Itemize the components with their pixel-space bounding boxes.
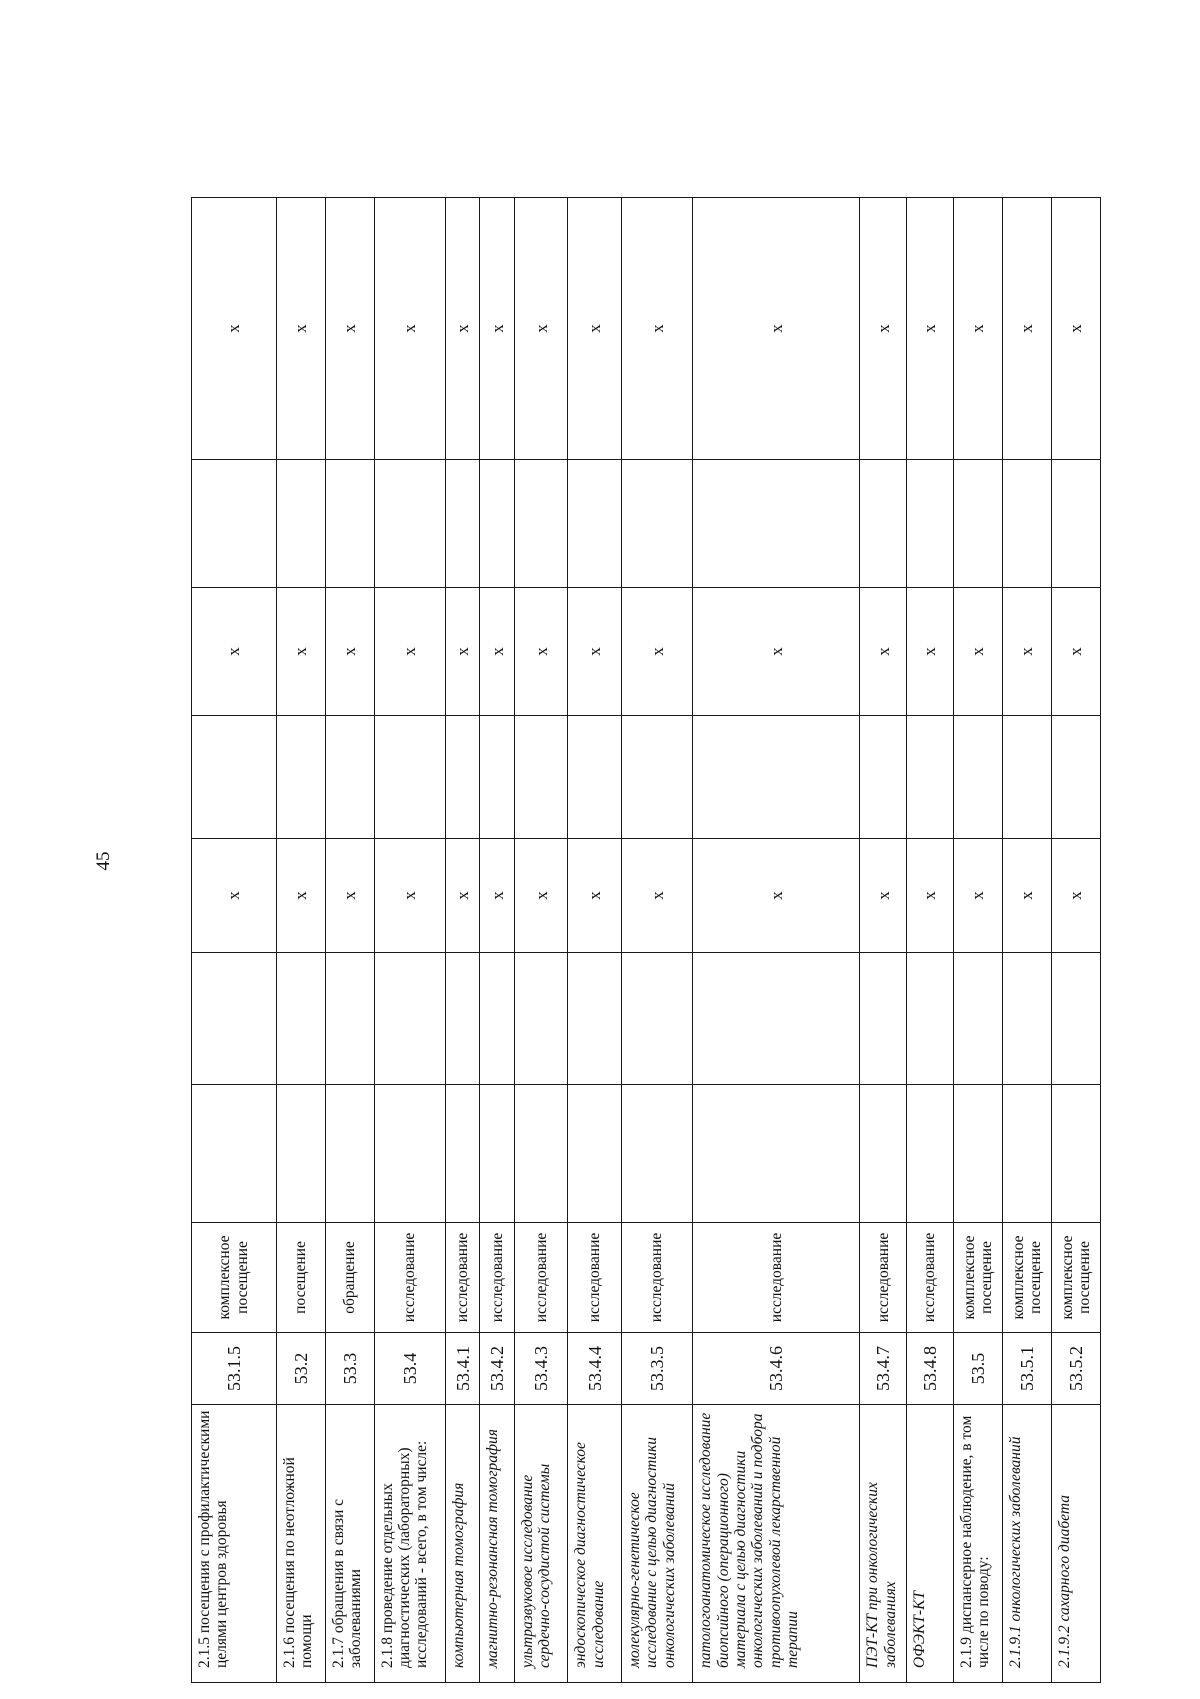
value-cell: х [515, 198, 568, 460]
value-cell [621, 716, 692, 839]
value-cell: х [1002, 198, 1051, 460]
value-cell: х [860, 588, 907, 716]
value-cell: х [276, 839, 325, 953]
value-cell [621, 953, 692, 1085]
row-code-cell: 53.5.2 [1051, 1333, 1100, 1405]
unit-cell: обращение [325, 1223, 374, 1333]
value-cell: х [445, 839, 480, 953]
value-cell [568, 460, 621, 588]
value-cell [693, 953, 860, 1085]
value-cell [325, 953, 374, 1085]
value-cell [860, 953, 907, 1085]
row-code-cell: 53.1.5 [192, 1333, 277, 1405]
value-cell [515, 716, 568, 839]
value-cell [480, 716, 515, 839]
value-cell: х [515, 839, 568, 953]
value-cell [621, 1085, 692, 1223]
unit-cell: исследование [445, 1223, 480, 1333]
value-cell: х [953, 198, 1002, 460]
table-row [1002, 198, 1051, 1683]
indicator-name-cell: 2.1.8 проведение отдельных диагностических (лабораторных) исследований - всего, в том числе: [374, 1405, 445, 1683]
value-cell [860, 716, 907, 839]
row-code-cell: 53.4.7 [860, 1333, 907, 1405]
value-cell: х [568, 839, 621, 953]
value-cell [325, 460, 374, 588]
value-cell [515, 1085, 568, 1223]
table-row [515, 198, 568, 1683]
indicator-name-cell: патологоанатомическое исследование биопсийного (операционного) материала с целью диагностики онкологических заболеваний и подбора противоопухолевой лекарственной терапии [693, 1405, 860, 1683]
indicator-name-cell: ОФЭКТ-КТ [907, 1405, 954, 1683]
unit-cell: исследование [374, 1223, 445, 1333]
value-cell: х [693, 839, 860, 953]
value-cell: х [907, 839, 954, 953]
value-cell: х [568, 588, 621, 716]
value-cell [276, 716, 325, 839]
indicator-name-cell: 2.1.9.1 онкологических заболеваний [1002, 1405, 1051, 1683]
value-cell [445, 716, 480, 839]
value-cell [568, 953, 621, 1085]
value-cell: х [480, 839, 515, 953]
unit-cell: комплексное посещение [192, 1223, 277, 1333]
table-row [953, 198, 1002, 1683]
indicator-name-cell: ПЭТ-КТ при онкологических заболеваниях [860, 1405, 907, 1683]
value-cell [445, 1085, 480, 1223]
table-row [568, 198, 621, 1683]
table-row [860, 198, 907, 1683]
value-cell [480, 460, 515, 588]
indicator-name-cell: 2.1.6 посещения по неотложной помощи [276, 1405, 325, 1683]
value-cell: х [374, 588, 445, 716]
value-cell: х [860, 839, 907, 953]
row-code-cell: 53.4.8 [907, 1333, 954, 1405]
value-cell [693, 716, 860, 839]
value-cell [276, 953, 325, 1085]
value-cell [192, 953, 277, 1085]
value-cell [445, 460, 480, 588]
value-cell [374, 460, 445, 588]
value-cell [445, 953, 480, 1085]
value-cell: х [621, 588, 692, 716]
value-cell [907, 716, 954, 839]
value-cell: х [953, 588, 1002, 716]
value-cell: х [693, 588, 860, 716]
rotated-table-wrapper [191, 198, 1101, 1683]
value-cell [907, 1085, 954, 1223]
unit-cell: комплексное посещение [1051, 1223, 1100, 1333]
value-cell: х [515, 588, 568, 716]
value-cell [860, 460, 907, 588]
value-cell: х [568, 198, 621, 460]
value-cell [693, 460, 860, 588]
row-code-cell: 53.2 [276, 1333, 325, 1405]
table-row [1051, 198, 1100, 1683]
value-cell [953, 1085, 1002, 1223]
value-cell [907, 953, 954, 1085]
value-cell [953, 716, 1002, 839]
value-cell: х [192, 198, 277, 460]
table-body [192, 198, 1101, 1683]
value-cell [1002, 716, 1051, 839]
value-cell: х [192, 588, 277, 716]
value-cell [860, 1085, 907, 1223]
value-cell: х [1051, 839, 1100, 953]
value-cell [325, 1085, 374, 1223]
value-cell: х [325, 839, 374, 953]
value-cell [374, 1085, 445, 1223]
value-cell: х [1002, 839, 1051, 953]
value-cell [1002, 1085, 1051, 1223]
value-cell [374, 953, 445, 1085]
medical-care-table [191, 197, 1101, 1683]
table-row [445, 198, 480, 1683]
value-cell [480, 1085, 515, 1223]
unit-cell: исследование [693, 1223, 860, 1333]
value-cell [515, 953, 568, 1085]
unit-cell: комплексное посещение [953, 1223, 1002, 1333]
unit-cell: исследование [515, 1223, 568, 1333]
row-code-cell: 53.4.6 [693, 1333, 860, 1405]
value-cell [907, 460, 954, 588]
value-cell: х [374, 839, 445, 953]
value-cell [192, 460, 277, 588]
value-cell [192, 1085, 277, 1223]
page-number: 45 [93, 851, 114, 871]
indicator-name-cell: 2.1.9.2 сахарного диабета [1051, 1405, 1100, 1683]
value-cell: х [621, 198, 692, 460]
value-cell: х [1051, 588, 1100, 716]
row-code-cell: 53.4.1 [445, 1333, 480, 1405]
value-cell [276, 1085, 325, 1223]
value-cell: х [621, 839, 692, 953]
value-cell [953, 460, 1002, 588]
value-cell [192, 716, 277, 839]
unit-cell: комплексное посещение [1002, 1223, 1051, 1333]
unit-cell: исследование [860, 1223, 907, 1333]
value-cell: х [1002, 588, 1051, 716]
value-cell [621, 460, 692, 588]
unit-cell: посещение [276, 1223, 325, 1333]
value-cell: х [480, 588, 515, 716]
row-code-cell: 53.4 [374, 1333, 445, 1405]
unit-cell: исследование [568, 1223, 621, 1333]
indicator-name-cell: 2.1.9 диспансерное наблюдение, в том числе по поводу: [953, 1405, 1002, 1683]
value-cell: х [445, 198, 480, 460]
value-cell [325, 716, 374, 839]
row-code-cell: 53.3.5 [621, 1333, 692, 1405]
value-cell: х [276, 588, 325, 716]
value-cell [693, 1085, 860, 1223]
indicator-name-cell: 2.1.5 посещения с профилактическими целями центров здоровья [192, 1405, 277, 1683]
row-code-cell: 53.3 [325, 1333, 374, 1405]
value-cell [1002, 460, 1051, 588]
table-row [480, 198, 515, 1683]
indicator-name-cell: эндоскопическое диагностическое исследование [568, 1405, 621, 1683]
value-cell: х [953, 839, 1002, 953]
value-cell [568, 716, 621, 839]
table-row [693, 198, 860, 1683]
indicator-name-cell: ультразвуковое исследование сердечно-сосудистой системы [515, 1405, 568, 1683]
value-cell: х [325, 198, 374, 460]
value-cell: х [480, 198, 515, 460]
unit-cell: исследование [907, 1223, 954, 1333]
value-cell: х [325, 588, 374, 716]
row-code-cell: 53.5.1 [1002, 1333, 1051, 1405]
row-code-cell: 53.4.2 [480, 1333, 515, 1405]
table-row [276, 198, 325, 1683]
value-cell: х [693, 198, 860, 460]
indicator-name-cell: 2.1.7 обращения в связи с заболеваниями [325, 1405, 374, 1683]
table-row [907, 198, 954, 1683]
value-cell [568, 1085, 621, 1223]
value-cell [374, 716, 445, 839]
unit-cell: исследование [621, 1223, 692, 1333]
value-cell [276, 460, 325, 588]
row-code-cell: 53.4.3 [515, 1333, 568, 1405]
value-cell [1002, 953, 1051, 1085]
indicator-name-cell: компьютерная томография [445, 1405, 480, 1683]
value-cell [1051, 460, 1100, 588]
row-code-cell: 53.4.4 [568, 1333, 621, 1405]
value-cell: х [445, 588, 480, 716]
value-cell: х [907, 198, 954, 460]
value-cell [1051, 953, 1100, 1085]
value-cell: х [374, 198, 445, 460]
table-row [374, 198, 445, 1683]
value-cell: х [192, 839, 277, 953]
value-cell: х [860, 198, 907, 460]
value-cell [515, 460, 568, 588]
value-cell [953, 953, 1002, 1085]
value-cell: х [276, 198, 325, 460]
value-cell [480, 953, 515, 1085]
row-code-cell: 53.5 [953, 1333, 1002, 1405]
table-row [621, 198, 692, 1683]
table-row [192, 198, 277, 1683]
value-cell [1051, 716, 1100, 839]
table-row [325, 198, 374, 1683]
indicator-name-cell: магнитно-резонансная томография [480, 1405, 515, 1683]
unit-cell: исследование [480, 1223, 515, 1333]
value-cell [1051, 1085, 1100, 1223]
value-cell: х [907, 588, 954, 716]
indicator-name-cell: молекулярно-генетическое исследование с целью диагностики онкологических заболеваний [621, 1405, 692, 1683]
value-cell: х [1051, 198, 1100, 460]
